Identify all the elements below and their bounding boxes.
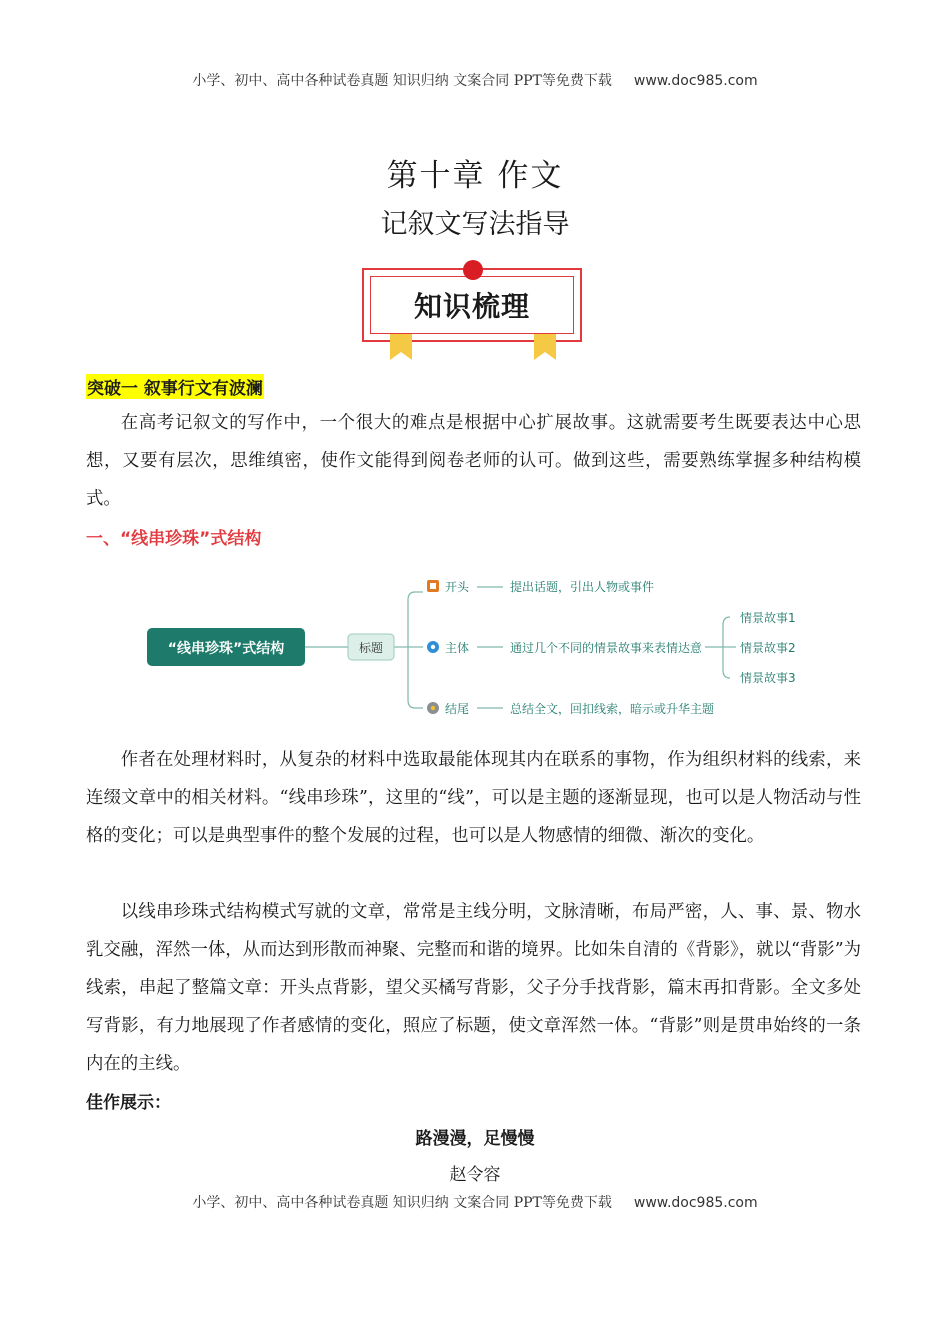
section-heading: 突破一 叙事行文有波澜	[86, 374, 264, 399]
chapter-title: 第十章 作文	[386, 158, 564, 194]
page-footer	[0, 1192, 950, 1212]
intro-paragraph: 在高考记叙文的写作中，一个很大的难点是根据中心扩展故事。这就需要考生既要表达中心思想，又要有层次，思维缜密，使作文能得到阅卷老师的认可。做到这些，需要熟练掌握多种结构模式。	[86, 413, 861, 509]
paragraph-3: 以线串珍珠式结构模式写就的文章，常常是主线分明，文脉清晰，布局严密，人、事、景、物水乳交融，浑然一体，从而达到形散而神聚、完整而和谐的境界。比如朱自清的《背影》，就以“背影”为线索，串起了整篇文章：开头点背影，望父买橘写背影，父子分手找背影，篇末再扣背影。全文多处写背影，有力地展现了作者感情的变化，照应了标题，使文章浑然一体。“背影”则是贯串始终的一条内在的主线。	[86, 902, 861, 1074]
essay-title: 路漫漫，足慢慢	[415, 1129, 535, 1149]
footer-text: 小学、初中、高中各种试卷真题 知识归纳 文案合同 PPT等免费下载	[192, 1195, 612, 1211]
body-icon-inner	[431, 645, 435, 649]
branch-label-body: 主体	[445, 641, 470, 655]
ending-icon-inner	[431, 706, 435, 710]
branch-desc-ending: 总结全文，回扣线索，暗示或升华主题	[510, 702, 715, 716]
page-header	[0, 70, 950, 90]
opening-icon-inner	[430, 583, 436, 589]
essay-author: 赵令容	[449, 1165, 501, 1185]
badge-dot	[463, 260, 483, 280]
document-subtitle: 记叙文写法指导	[380, 209, 570, 240]
ribbon-left-icon	[390, 334, 412, 360]
paragraph-2: 作者在处理材料时，从复杂的材料中选取最能体现其内在联系的事物，作为组织材料的线索，来连缀文章中的相关材料。“线串珍珠”，这里的“线”，可以是主题的逐渐显现，也可以是人物活动与性格的变化；可以是典型事件的整个发展的过程，也可以是人物感情的细微、渐次的变化。	[86, 750, 861, 846]
scene-1: 情景故事1	[740, 611, 796, 625]
mindmap-hub-label: 标题	[358, 641, 384, 655]
scene-3: 情景故事3	[740, 671, 796, 685]
badge-label: 知识梳理	[370, 276, 574, 334]
knowledge-badge	[362, 260, 586, 358]
structure-mindmap	[140, 570, 840, 720]
header-text: 小学、初中、高中各种试卷真题 知识归纳 文案合同 PPT等免费下载	[192, 73, 612, 89]
branch-label-ending: 结尾	[445, 702, 470, 716]
footer-site: www.doc985.com	[633, 1195, 758, 1211]
header-site: www.doc985.com	[633, 73, 758, 89]
structure-heading: 一、“线串珍珠”式结构	[86, 529, 262, 549]
mindmap-root-label: “线串珍珠”式结构	[167, 641, 285, 657]
showcase-label: 佳作展示：	[86, 1093, 171, 1113]
branch-label-opening: 开头	[445, 580, 470, 594]
branch-desc-opening: 提出话题，引出人物或事件	[510, 580, 655, 594]
branch-desc-body: 通过几个不同的情景故事来表情达意	[510, 641, 703, 655]
ribbon-right-icon	[534, 334, 556, 360]
scene-2: 情景故事2	[740, 641, 796, 655]
